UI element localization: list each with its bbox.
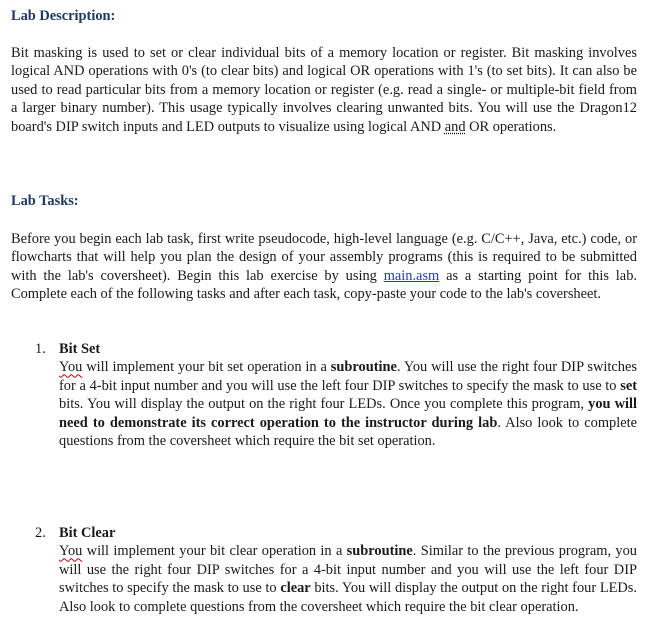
task-number: 2. [35, 525, 46, 541]
lab-description-paragraph [11, 44, 637, 136]
task-text: will implement your bit clear operation in a [82, 543, 347, 560]
intro-text: Before you begin each lab task, first write pseudocode, high-level language (e.g. C/C++, Java, etc.) code, or flowcharts that will help you plan the design of your assembly programs (this is required to be submitted with the lab's coversheet). Begin this lab exercise by using [11, 231, 637, 284]
description-text-end: OR operations. [465, 118, 557, 135]
task-bold-text: subroutine [330, 359, 397, 376]
lab-description-heading: Lab Description: [11, 8, 116, 24]
task-text: . Also look to complete questions from the coversheet which require the bit set operation. [59, 414, 638, 450]
task-text: bits. You will display the output on the right four LEDs. Once you complete this program, [59, 396, 589, 413]
lab-tasks-intro [11, 230, 637, 304]
task-text: will implement your bit set operation in a [82, 359, 331, 376]
task-text: bits. You will display the output on the right four LEDs. Also look to complete questions from the coversheet which require the bit clear operation. [59, 580, 637, 615]
task-description [59, 358, 637, 450]
task-number: 1. [35, 341, 46, 357]
task-text: . Similar to the previous program, you will use the right four DIP switches for a 4-bit input number and you will use the left four DIP switches to specify the mask to use to [59, 543, 637, 597]
main-asm-link[interactable]: main.asm [383, 267, 440, 284]
task-bold-text: subroutine [346, 543, 413, 560]
description-and-word: and [444, 118, 466, 135]
task-content [59, 340, 637, 450]
lab-tasks-heading: Lab Tasks: [11, 193, 79, 209]
intro-text-end: as a starting point for this lab. Complete each of the following tasks and after each task, copy-paste your code to the lab's coversheet. [11, 267, 637, 303]
task-title: Bit Clear [59, 525, 116, 541]
task-first-word: You [59, 543, 83, 560]
task-content [59, 524, 637, 616]
task-text: . You will use the right four DIP switches for a 4-bit input number and you will use the left four DIP switches to specify the mask to use to [59, 359, 637, 394]
task-title: Bit Set [59, 341, 101, 357]
task-first-word: You [59, 359, 83, 376]
task-bold-text: you will need to demonstrate its correct operation to the instructor during lab [59, 396, 637, 431]
description-text: Bit masking is used to set or clear individual bits of a memory location or register. Bit masking involves logical AND operations with 0's (to clear bits) and logical OR operations with 1's (to set bits). It can also be used to read particular bits from a memory location or register (e.g. read a single- or multiple-bit field from a larger binary number). This usage typically involves clearing unwanted bits. You will use the Dragon12 board's DIP switch inputs and LED outputs to visualize using logical AND [11, 45, 637, 135]
task-description [59, 542, 637, 616]
task-bold-text: set [620, 377, 637, 394]
task-bold-text: clear [280, 580, 311, 597]
